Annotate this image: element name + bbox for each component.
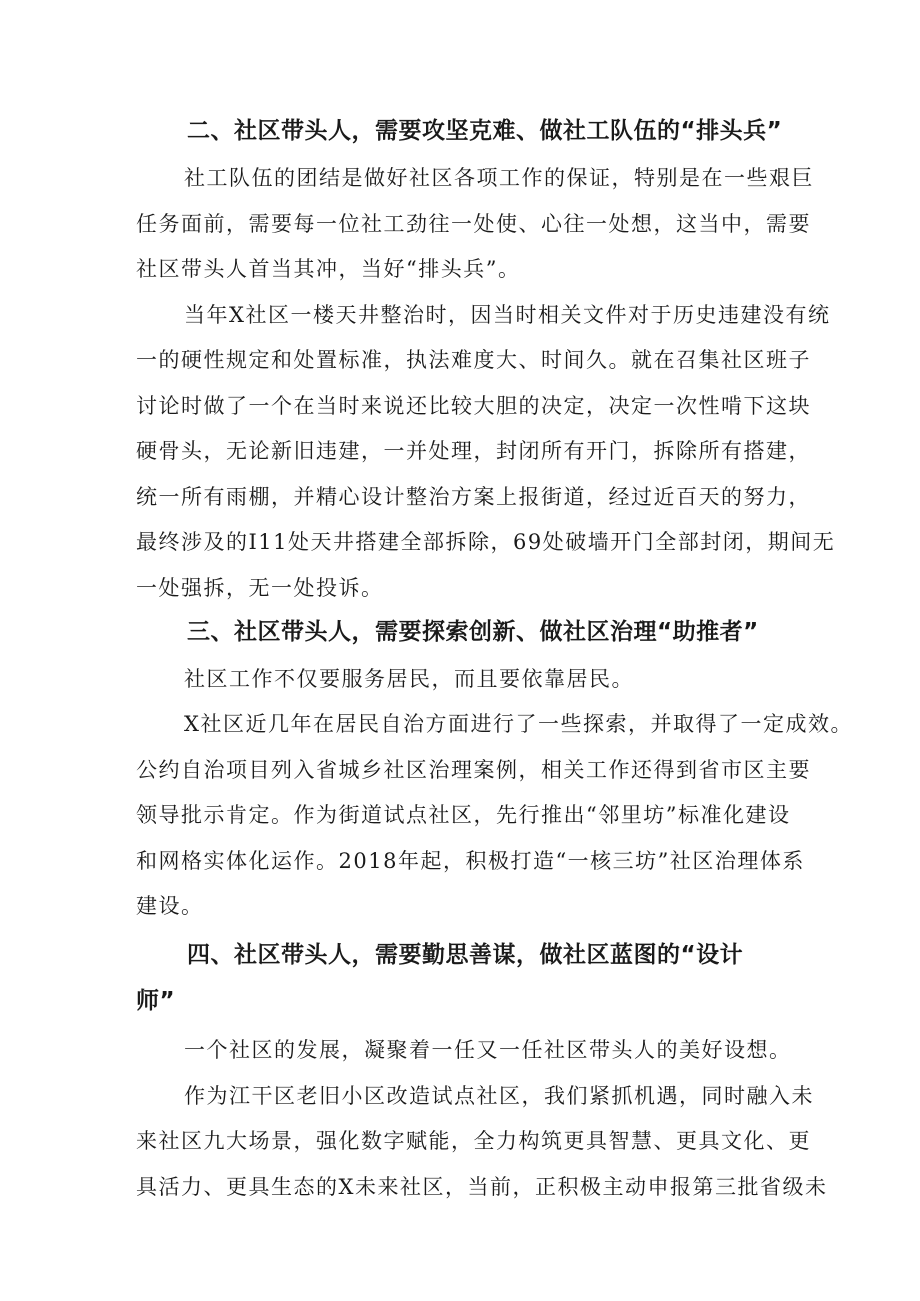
section-heading: 二、社区带头人，需要攻坚克难、做社工队伍的“排头兵” — [187, 118, 783, 144]
paragraph-line: 建设。 — [136, 894, 204, 918]
paragraph-line: 领导批示肯定。作为街道试点社区，先行推出“邻里坊”标准化建设 — [136, 803, 791, 827]
paragraph-line: X社区近几年在居民自治方面进行了一些探索，并取得了一定成效。 — [184, 712, 853, 736]
paragraph-line: 社工队伍的团结是做好社区各项工作的保证，特别是在一些艰巨 — [184, 166, 814, 190]
paragraph-line: 硬骨头，无论新旧违建，一并处理，封闭所有开门，拆除所有搭建， — [136, 439, 811, 463]
paragraph-line: 讨论时做了一个在当时来说还比较大胆的决定，决定一次性啃下这块 — [136, 394, 811, 418]
paragraph-line: 一处强拆，无一处投诉。 — [136, 576, 384, 600]
section-heading: 师” — [136, 988, 176, 1014]
paragraph-line: 当年X社区一楼天井整治时，因当时相关文件对于历史违建没有统 — [184, 303, 831, 327]
paragraph-line: 作为江干区老旧小区改造试点社区，我们紧抓机遇，同时融入未 — [184, 1084, 814, 1108]
paragraph-line: 一个社区的发展，凝聚着一任又一任社区带头人的美好设想。 — [184, 1038, 792, 1062]
paragraph-line: 一的硬性规定和处置标准，执法难度大、时间久。就在召集社区班子 — [136, 348, 811, 372]
paragraph-line: 任务面前，需要每一位社工劲往一处使、心往一处想，这当中，需要 — [136, 212, 811, 236]
paragraph-line: 和网格实体化运作。2018年起，积极打造“一核三坊”社区治理体系 — [136, 849, 805, 873]
paragraph-line: 来社区九大场景，强化数字赋能，全力构筑更具智慧、更具文化、更 — [136, 1129, 811, 1153]
paragraph-line: 公约自治项目列入省城乡社区治理案例，相关工作还得到省市区主要 — [136, 758, 811, 782]
paragraph-line: 社区工作不仅要服务居民，而且要依靠居民。 — [184, 667, 634, 691]
section-heading: 四、社区带头人，需要勤思善谋，做社区蓝图的“设计 — [187, 942, 744, 968]
paragraph-line: 具活力、更具生态的X未来社区，当前，正积极主动申报第三批省级未 — [136, 1175, 828, 1199]
paragraph-line: 统一所有雨棚，并精心设计整治方案上报街道，经过近百天的努力， — [136, 485, 811, 509]
section-heading: 三、社区带头人，需要探索创新、做社区治理“助推者” — [187, 619, 759, 645]
paragraph-line: 最终涉及的I11处天井搭建全部拆除，69处破墙开门全部封闭，期间无 — [136, 530, 836, 554]
paragraph-line: 社区带头人首当其冲，当好“排头兵”。 — [136, 257, 521, 281]
